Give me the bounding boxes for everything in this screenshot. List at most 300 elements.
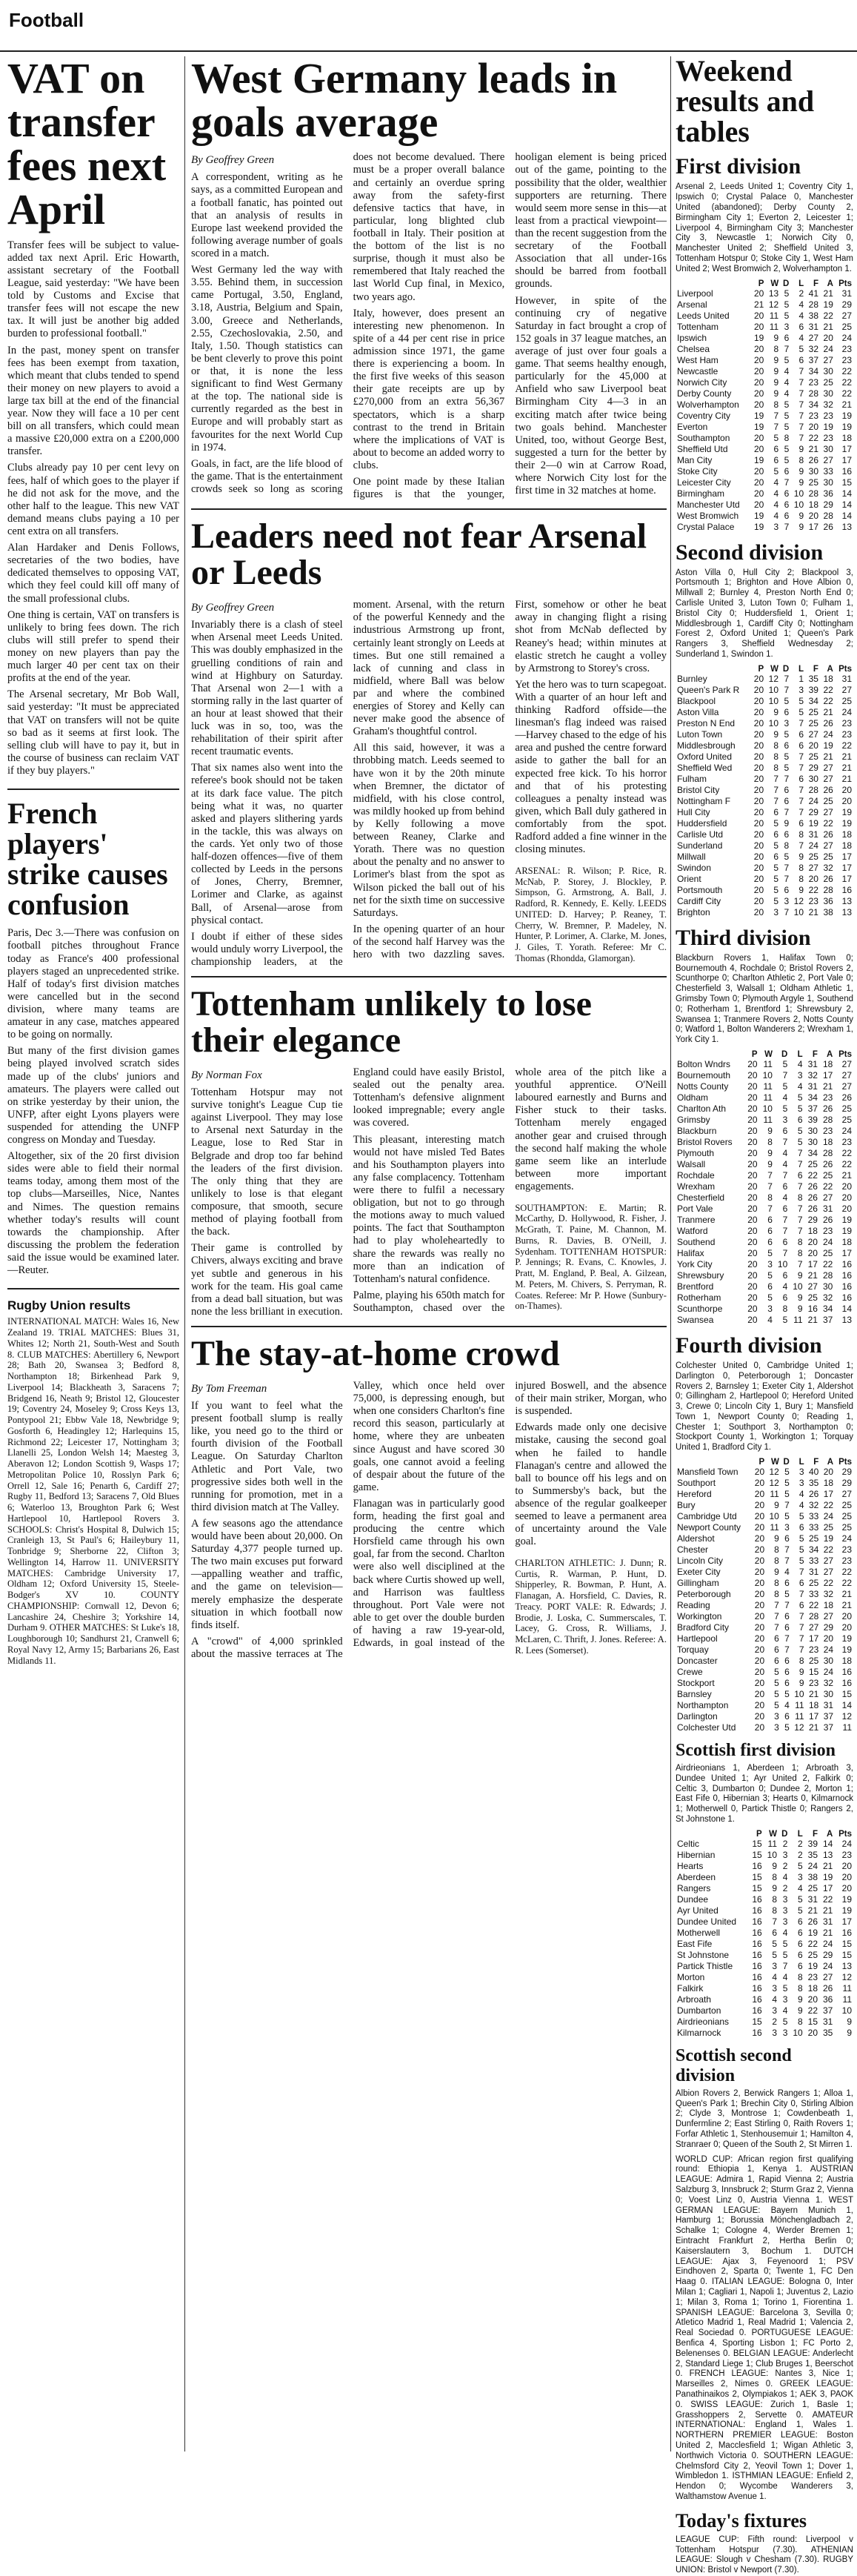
table-row <box>676 796 853 807</box>
stat-cell: 30 <box>823 1689 834 1700</box>
team-name: Sheffield Wed <box>677 762 733 773</box>
column-header: A <box>826 1049 833 1059</box>
stat-cell: 4 <box>784 388 790 399</box>
stat-cell: 5 <box>784 399 790 410</box>
team-name: Man City <box>677 454 713 465</box>
table-row <box>676 1092 853 1103</box>
team-name: Lincoln City <box>677 1556 724 1567</box>
stat-cell: 5 <box>797 1136 803 1147</box>
stat-cell: 22 <box>807 1169 818 1181</box>
stat-cell: 20 <box>747 1292 758 1303</box>
stat-cell: 25 <box>808 851 818 862</box>
table-row <box>676 2005 853 2016</box>
stat-cell: 7 <box>784 773 790 784</box>
table-row <box>676 785 853 796</box>
stat-cell: 20 <box>754 443 764 454</box>
table-row <box>676 288 853 299</box>
stat-cell: 20 <box>747 1314 758 1325</box>
table-row <box>676 1204 853 1215</box>
stat-cell: 9 <box>767 1158 773 1169</box>
stat-cell: 20 <box>747 1069 758 1080</box>
stat-cell: 33 <box>808 1522 819 1533</box>
stat-cell: 2 <box>782 1860 788 1871</box>
stat-cell: 26 <box>823 717 833 728</box>
stat-cell: 7 <box>784 806 790 817</box>
league-tables <box>676 154 853 2038</box>
stat-cell: 30 <box>823 443 833 454</box>
stat-cell: 21 <box>822 1080 833 1092</box>
stat-cell: 25 <box>841 321 852 332</box>
stat-cell: 8 <box>784 840 790 851</box>
stat-cell: 7 <box>767 1169 773 1181</box>
stat-cell: 19 <box>841 421 852 432</box>
team-name: Blackburn <box>677 1125 717 1136</box>
stat-cell: 21 <box>823 321 833 332</box>
stat-cell: 20 <box>747 1247 758 1258</box>
stat-cell: 7 <box>784 873 790 884</box>
stat-cell: 5 <box>773 873 779 884</box>
stat-cell: 7 <box>797 1258 803 1269</box>
stat-cell: 24 <box>841 332 852 343</box>
stat-cell: 6 <box>798 354 804 365</box>
fixtures-heading: Today's fixtures <box>676 2509 807 2532</box>
tottenham-byline: By Norman Fox <box>191 1069 262 1082</box>
stat-cell: 19 <box>823 1533 834 1544</box>
stayhome-body <box>191 1380 667 1661</box>
stat-cell: 19 <box>823 740 833 751</box>
stat-cell: 11 <box>842 1722 852 1733</box>
column-header: F <box>813 1458 819 1467</box>
table-row <box>676 1894 853 1905</box>
stat-cell: 20 <box>823 1467 834 1478</box>
stat-cell: 18 <box>823 673 833 684</box>
stat-cell: 3 <box>798 684 804 695</box>
stat-cell: 20 <box>753 717 764 728</box>
stat-cell: 16 <box>841 1258 852 1269</box>
stat-cell: 20 <box>754 1700 765 1711</box>
division-results: Blackburn Rovers 1, Halifax Town 0; Bournemouth 4, Rochdale 0; Bristol Rovers 2, Scunthorpe 0; Charlton Athletic 2, Port Vale 0; Chesterfield 3, Walsall 1; Oldham Athletic 1, Grimsby Town 0; Plymouth Argyle 1, Southend 0; Rotherham 1, Brentford 1; Shrewsbury 2, Swansea 1; Tranmere Rovers 2, Notts County 0; Watford 1, Bolton Wanderers 2; Wrexham 1, York City 1. <box>676 953 853 1045</box>
stat-cell: 7 <box>798 421 804 432</box>
stat-cell: 22 <box>823 310 833 321</box>
stat-cell: 28 <box>822 1269 833 1281</box>
stat-cell: 22 <box>823 1500 834 1511</box>
stat-cell: 5 <box>784 1478 790 1489</box>
stat-cell: 6 <box>782 1292 788 1303</box>
stat-cell: 11 <box>795 1711 804 1722</box>
stat-cell: 20 <box>747 1303 758 1314</box>
stat-cell: 5 <box>784 421 790 432</box>
stat-cell: 16 <box>752 1949 762 1960</box>
stat-cell: 18 <box>823 1478 834 1489</box>
stat-cell: 9 <box>798 2005 803 2016</box>
column-header <box>676 279 751 288</box>
team-name: Ayr United <box>677 1905 718 1916</box>
table-row <box>676 1928 853 1939</box>
team-name: Gillingham <box>677 1578 719 1589</box>
column-header: Pts <box>838 664 852 674</box>
table-row <box>676 685 853 696</box>
table-row <box>676 729 853 740</box>
column-header: P <box>758 664 764 674</box>
stat-cell: 29 <box>822 1949 833 1960</box>
column-header <box>676 1050 744 1059</box>
stat-cell: 22 <box>822 1893 833 1905</box>
stat-cell: 2 <box>798 1838 803 1849</box>
stat-cell: 10 <box>768 717 779 728</box>
team-name: Bolton Wndrs <box>677 1058 731 1069</box>
table-row <box>676 1939 853 1950</box>
stat-cell: 5 <box>784 288 790 299</box>
table-row <box>676 674 853 685</box>
stat-cell: 24 <box>822 1236 833 1247</box>
stat-cell: 33 <box>808 1589 819 1600</box>
stat-cell: 29 <box>808 806 818 817</box>
stat-cell: 4 <box>773 477 779 488</box>
stat-cell: 5 <box>784 299 790 310</box>
germany-paragraph: A correspondent, writing as he says, as a committed European and a football fanatic, has pointed out that an analysis of results in Europe last weekend provided the following average number of goals scored in a match. <box>191 171 343 259</box>
stat-cell: 7 <box>782 1247 788 1258</box>
stat-cell: 20 <box>747 1147 758 1158</box>
stat-cell: 6 <box>767 1281 773 1292</box>
league-table-header <box>676 1050 853 1059</box>
stat-cell: 20 <box>753 773 764 784</box>
stat-cell: 8 <box>774 1589 779 1600</box>
team-name: Falkirk <box>677 1982 704 1994</box>
stat-cell: 34 <box>807 1147 818 1158</box>
table-row <box>676 1081 853 1092</box>
stat-cell: 6 <box>798 728 804 740</box>
table-row <box>676 1467 853 1478</box>
team-name: Bournemouth <box>677 1069 731 1080</box>
team-name: Exeter City <box>677 1567 721 1578</box>
stat-cell: 6 <box>774 1633 779 1644</box>
stat-cell: 7 <box>767 1203 773 1214</box>
germany-byline: By Geoffrey Green <box>191 154 275 167</box>
stat-cell: 28 <box>823 884 833 895</box>
team-name: Dundee United <box>677 1916 737 1927</box>
table-row <box>676 1872 853 1883</box>
stat-cell: 32 <box>807 1069 818 1080</box>
stat-cell: 3 <box>772 2027 777 2038</box>
stat-cell: 4 <box>782 1092 788 1103</box>
stat-cell: 20 <box>753 706 764 717</box>
stat-cell: 3 <box>784 895 790 906</box>
stat-cell: 9 <box>798 1667 804 1678</box>
stat-cell: 17 <box>808 1711 819 1722</box>
column-header: L <box>798 1458 804 1467</box>
column-header: A <box>827 664 833 674</box>
stat-cell: 28 <box>808 784 818 795</box>
stat-cell: 23 <box>841 354 852 365</box>
stat-cell: 29 <box>823 499 833 510</box>
stat-cell: 28 <box>808 488 819 499</box>
table-row <box>676 907 853 918</box>
stat-cell: 8 <box>773 762 779 773</box>
stat-cell: 23 <box>822 1125 833 1136</box>
team-name: Peterborough <box>677 1589 731 1600</box>
stat-cell: 25 <box>808 1656 819 1667</box>
stat-cell: 12 <box>769 1478 779 1489</box>
team-name: Southend <box>677 1236 716 1247</box>
stat-cell: 5 <box>798 1905 803 1916</box>
stat-cell: 19 <box>841 1644 852 1656</box>
team-name: Liverpool <box>677 288 713 299</box>
stat-cell: 25 <box>807 1882 818 1893</box>
stat-cell: 10 <box>793 499 804 510</box>
stat-cell: 7 <box>784 862 790 873</box>
stat-cell: 3 <box>773 521 779 532</box>
stat-cell: 21 <box>841 399 852 410</box>
stat-cell: 20 <box>753 906 764 917</box>
team-name: St Johnstone <box>677 1949 730 1960</box>
stat-cell: 6 <box>798 1927 803 1938</box>
table-row <box>676 444 853 455</box>
stat-cell: 3 <box>774 1722 779 1733</box>
stat-cell: 7 <box>772 1916 777 1927</box>
stat-cell: 4 <box>782 1971 788 1982</box>
team-name: Bristol Rovers <box>677 1136 733 1147</box>
stat-cell: 17 <box>841 454 852 465</box>
team-name: Charlton Ath <box>677 1103 727 1114</box>
stat-cell: 27 <box>823 773 833 784</box>
stat-cell: 20 <box>808 421 819 432</box>
team-name: Burnley <box>677 673 707 684</box>
stat-cell: 8 <box>797 1247 803 1258</box>
stat-cell: 12 <box>841 1971 852 1982</box>
stat-cell: 14 <box>841 1303 852 1314</box>
stat-cell: 29 <box>807 1214 818 1225</box>
team-name: Derby County <box>677 388 732 399</box>
stat-cell: 7 <box>773 795 779 806</box>
stat-cell: 7 <box>784 1633 790 1644</box>
stat-cell: 10 <box>768 695 779 706</box>
stat-cell: 9 <box>767 1147 773 1158</box>
stat-cell: 22 <box>823 817 833 829</box>
stat-cell: 25 <box>808 1578 819 1589</box>
stat-cell: 20 <box>754 499 764 510</box>
stat-cell: 16 <box>841 1292 852 1303</box>
stat-cell: 26 <box>823 784 833 795</box>
team-name: Brighton <box>677 906 710 917</box>
stat-cell: 31 <box>808 1567 819 1578</box>
stat-cell: 10 <box>793 488 804 499</box>
stat-cell: 35 <box>808 1478 819 1489</box>
stat-cell: 9 <box>797 1292 803 1303</box>
stat-cell: 20 <box>754 1522 765 1533</box>
table-row <box>676 1916 853 1928</box>
stat-cell: 3 <box>782 1916 788 1927</box>
stat-cell: 23 <box>841 1556 852 1567</box>
table-row <box>676 1600 853 1611</box>
league-table-header <box>676 665 853 674</box>
stat-cell: 27 <box>808 862 818 873</box>
table-row <box>676 1622 853 1633</box>
stat-cell: 31 <box>808 321 819 332</box>
team-name: Arbroath <box>677 1994 712 2005</box>
table-row <box>676 1850 853 1861</box>
stat-cell: 34 <box>808 1544 819 1556</box>
team-name: Luton Town <box>677 728 723 740</box>
table-row <box>676 852 853 863</box>
stat-cell: 7 <box>798 410 804 421</box>
stat-cell: 19 <box>807 1960 818 1971</box>
scottish-second-heading: Scottish second division <box>676 2045 792 2085</box>
column-header: W <box>771 1458 779 1467</box>
stat-cell: 35 <box>807 1849 818 1860</box>
team-name: Darlington <box>677 1711 718 1722</box>
stat-cell: 20 <box>753 684 764 695</box>
team-name: Fulham <box>677 773 707 784</box>
stat-cell: 7 <box>797 1181 803 1192</box>
stat-cell: 25 <box>823 851 833 862</box>
stat-cell: 22 <box>841 388 852 399</box>
table-row <box>676 1522 853 1533</box>
stat-cell: 38 <box>808 310 819 321</box>
stat-cell: 7 <box>782 1169 788 1181</box>
stat-cell: 20 <box>754 1611 765 1622</box>
team-name: Chester <box>677 1544 709 1556</box>
stat-cell: 6 <box>798 321 804 332</box>
team-name: Arsenal <box>677 299 707 310</box>
stat-cell: 26 <box>822 1982 833 1994</box>
team-name: Walsall <box>677 1158 706 1169</box>
stat-cell: 22 <box>822 1258 833 1269</box>
scottish-second-division <box>676 2046 853 2151</box>
stat-cell: 34 <box>808 695 818 706</box>
stayhome-paragraph: A "crowd" of 4,000 sprinkled about the massive terraces at The Valley, which once held over 75,000, is depressing enough, but when one considers Charlton's fine record this season, particularly at home, where they are unbeaten since August and have scored 30 goals, one cannot avoid a feeling of despair about the future of the game. <box>191 1379 505 1661</box>
leaders-paragraph: Invariably there is a clash of steel when Arsenal meet Leeds United. This was doubly emphasized in the gruelling conditions of rain and wind at Highbury on Saturday. That Arsenal won 2—1 with a storming rally in the last quarter of an hour at least showed that their luck was in so, too, was the rehabilitation of their spirit after recent traumatic events. <box>191 619 343 758</box>
stat-cell: 23 <box>823 410 833 421</box>
stat-cell: 20 <box>753 740 764 751</box>
stat-cell: 6 <box>784 510 790 521</box>
stat-cell: 14 <box>822 1838 833 1849</box>
table-row <box>676 1711 853 1722</box>
stat-cell: 32 <box>823 1589 834 1600</box>
stat-cell: 23 <box>841 1136 852 1147</box>
stat-cell: 6 <box>798 773 804 784</box>
stat-cell: 20 <box>753 873 764 884</box>
team-name: Plymouth <box>677 1147 715 1158</box>
stat-cell: 28 <box>823 510 833 521</box>
germany-paragraph: One point made by these Italian figures is that the younger, hooligan element is being priced out of the game, pointing to the possibility that the older, wealthier supporters are returning. There would seem more sense in this—at least from a practical viewpoint—than the recent suggestion from the secretary of the Football Association that all under-16s should be barred from football grounds. <box>353 151 667 501</box>
germany-headline: West Germany leads in goals average <box>191 54 618 147</box>
stat-cell: 7 <box>784 343 790 354</box>
stat-cell: 7 <box>798 840 804 851</box>
stat-cell: 5 <box>773 817 779 829</box>
stat-cell: 21 <box>823 288 833 299</box>
right-column <box>676 54 853 2575</box>
stat-cell: 6 <box>798 1522 804 1533</box>
division-block <box>676 540 853 918</box>
team-name: Cardiff City <box>677 895 721 906</box>
team-name: Hereford <box>677 1489 712 1500</box>
table-row <box>676 1678 853 1689</box>
table-row <box>676 1533 853 1544</box>
stat-cell: 23 <box>841 1544 852 1556</box>
stat-cell: 5 <box>784 454 790 465</box>
stat-cell: 37 <box>822 1314 833 1325</box>
table-row <box>676 1103 853 1115</box>
table-row <box>676 1722 853 1733</box>
table-row <box>676 774 853 785</box>
table-row <box>676 344 853 355</box>
stat-cell: 20 <box>753 762 764 773</box>
stat-cell: 6 <box>773 806 779 817</box>
stat-cell: 20 <box>754 1500 765 1511</box>
column-header: P <box>751 1049 758 1059</box>
stat-cell: 21 <box>807 1314 818 1325</box>
stat-cell: 21 <box>808 1722 819 1733</box>
stat-cell: 20 <box>754 388 764 399</box>
table-row <box>676 1633 853 1644</box>
stat-cell: 16 <box>752 1893 762 1905</box>
stat-cell: 22 <box>841 1578 852 1589</box>
stat-cell: 3 <box>773 906 779 917</box>
stat-cell: 7 <box>782 1136 788 1147</box>
stat-cell: 30 <box>808 465 819 477</box>
stat-cell: 15 <box>752 2016 762 2027</box>
table-row <box>676 1226 853 1237</box>
table-row <box>676 377 853 388</box>
stat-cell: 6 <box>798 1938 803 1949</box>
team-name: Queen's Park R <box>677 684 740 695</box>
league-table <box>676 1458 853 1733</box>
stat-cell: 31 <box>822 1916 833 1927</box>
stat-cell: 20 <box>747 1092 758 1103</box>
stat-cell: 26 <box>807 1203 818 1214</box>
stat-cell: 6 <box>798 1916 803 1927</box>
stat-cell: 7 <box>773 410 779 421</box>
column-header: L <box>797 1829 803 1839</box>
stat-cell: 12 <box>768 673 779 684</box>
stat-cell: 5 <box>782 1949 788 1960</box>
stat-cell: 23 <box>808 895 818 906</box>
rugby-heading: Rugby Union results <box>7 1298 131 1313</box>
stat-cell: 37 <box>823 1711 834 1722</box>
stat-cell: 7 <box>782 1069 788 1080</box>
stat-cell: 16 <box>752 1905 762 1916</box>
stat-cell: 8 <box>767 1192 773 1203</box>
team-name: Ipswich <box>677 332 707 343</box>
stat-cell: 7 <box>784 906 790 917</box>
stat-cell: 20 <box>754 1544 765 1556</box>
stat-cell: 10 <box>793 906 804 917</box>
stat-cell: 8 <box>774 1578 779 1589</box>
stat-cell: 3 <box>798 1478 804 1489</box>
team-name: Motherwell <box>677 1927 721 1938</box>
team-name: Notts County <box>677 1080 729 1092</box>
table-row <box>676 1500 853 1511</box>
division-block <box>676 154 853 532</box>
stat-cell: 19 <box>841 1225 852 1236</box>
stat-cell: 32 <box>822 1292 833 1303</box>
stat-cell: 16 <box>807 1303 818 1314</box>
table-row <box>676 1478 853 1489</box>
stat-cell: 27 <box>841 1080 852 1092</box>
stat-cell: 7 <box>784 477 790 488</box>
stat-cell: 7 <box>798 432 804 443</box>
stat-cell: 20 <box>823 1633 834 1644</box>
team-name: Tranmere <box>677 1214 716 1225</box>
stat-cell: 8 <box>772 1871 777 1882</box>
table-row <box>676 896 853 907</box>
stat-cell: 5 <box>797 1125 803 1136</box>
stat-cell: 5 <box>773 840 779 851</box>
stat-cell: 31 <box>841 673 852 684</box>
stat-cell: 20 <box>754 1533 765 1544</box>
stat-cell: 7 <box>798 1622 804 1633</box>
stat-cell: 9 <box>798 510 804 521</box>
